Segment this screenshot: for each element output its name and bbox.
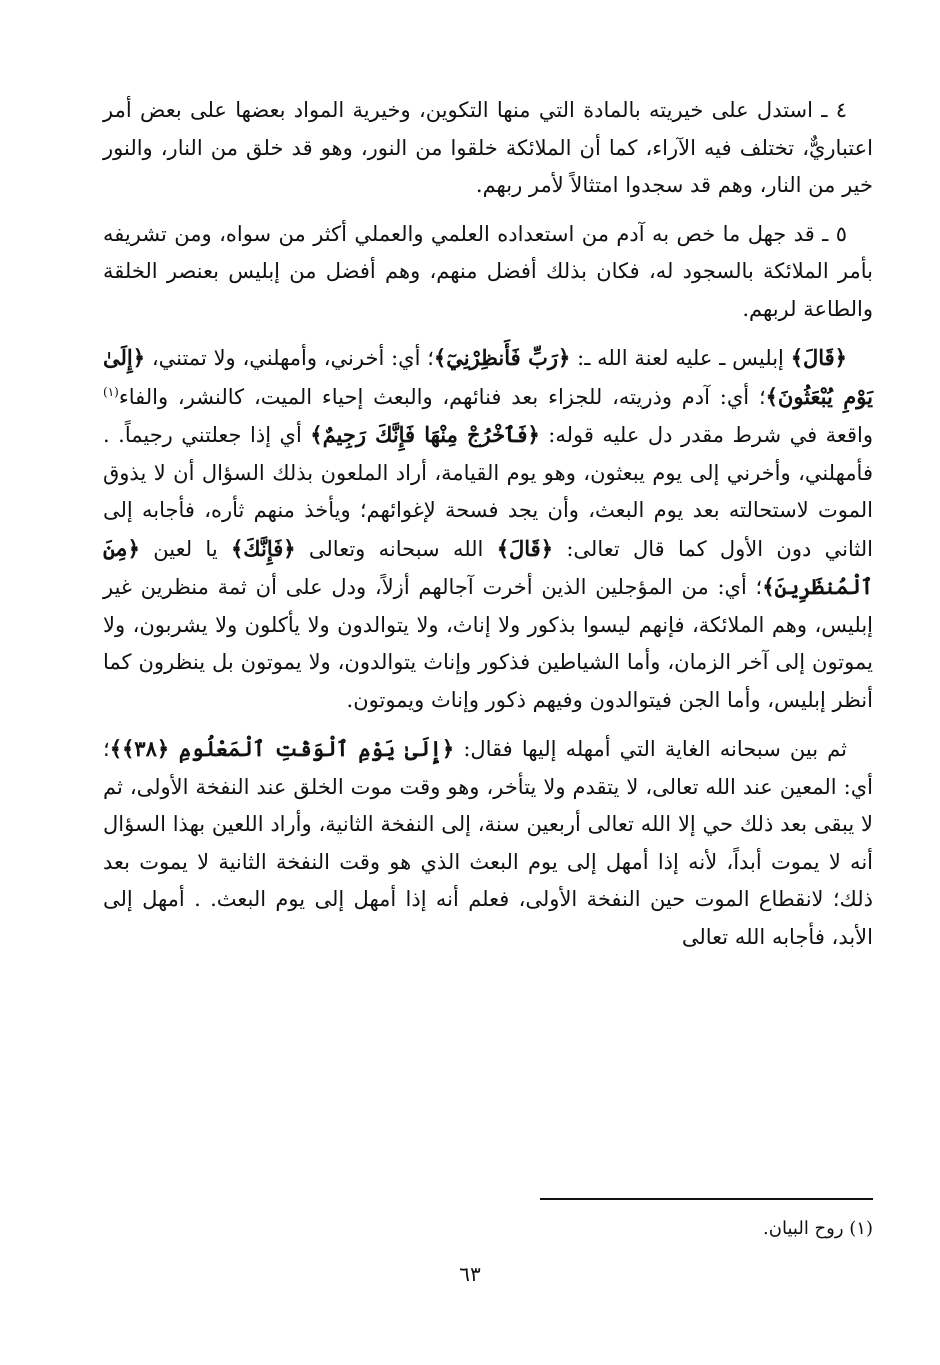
footnote: (١) روح البيان. <box>763 1218 873 1239</box>
paragraph-4: ٤ ـ استدل على خيريته بالمادة التي منها التكوين، وخيرية المواد بعضها على بعض أمر اعتباريٌّ، تختلف فيه الآراء، كما أن الملائكة خلقوا من النور، وهو قد خلق من النار، والنور خير من النار، وهم قد سجدوا امتثالاً لأمر ربهم. <box>103 98 873 197</box>
paragraph-appointed-time <box>103 730 873 956</box>
quran-quote: ﴿إِلَىٰ يَوْمِ يُبْعَثُونَ﴾ <box>103 345 873 409</box>
text-run: يا لعين <box>139 536 231 561</box>
quran-quote: ﴿فَٱخْرُجْ مِنْهَا فَإِنَّكَ رَجِيمٌ﴾ <box>310 422 540 447</box>
text-run: أي إذا جعلتني رجيماً. . فأمهلني، وأخرني إلى يوم يبعثون، وهو يوم القيامة، أراد الملعون بذلك السؤال أن لا يذوق الموت لاستحالته بعد يوم البعث، وأن يجد فسحة لإغوائهم؛ ويأخذ منهم ثأره، فأجابه إلى الثاني دون الأول كما قال تعالى: <box>103 423 873 561</box>
quran-quote: ﴿رَبِّ فَأَنظِرْنِيٓ﴾ <box>433 345 571 370</box>
paragraph-iblis-request <box>103 339 873 719</box>
footnote-marker: (١) <box>103 384 119 399</box>
quran-quote: ﴿قَالَ﴾ <box>496 535 554 561</box>
footnote-divider <box>540 1198 873 1200</box>
quran-quote: ﴿مِنَ ٱلْمُنظَرِينَ﴾ <box>103 535 873 599</box>
text-run: ؛ أي: المعين عند الله تعالى، لا يتقدم ولا يتأخر، وهو وقت موت الخلق عند النفخة الأولى، ثم لا يبقى بعد ذلك حي إلا الله تعالى أربعين سنة، إلى النفخة الثانية، وأراد اللعين بهذا السؤال أنه لا يموت أبداً، لأنه إذا أمهل إلى يوم البعث الذي هو وقت النفخة الثانية لا يموت بعد ذلك؛ لانقطاع الموت حين النفخة الأولى، فعلم أنه إذا أمهل إلى يوم البعث. . أمهل إلى الأبد، فأجابه الله تعالى <box>103 737 873 949</box>
text-run: ثم بين سبحانه الغاية التي أمهله إليها فقال: <box>454 737 847 761</box>
page-number: ٦٣ <box>459 1262 481 1286</box>
quran-quote: ﴿فَإِنَّكَ﴾ <box>230 535 296 561</box>
paragraph-5: ٥ ـ قد جهل ما خص به آدم من استعداده العلمي والعملي أكثر من سواه، ومن تشريفه بأمر الملائكة بالسجود له، فكان بذلك أفضل منهم، وهم أفضل من إبليس بعنصر الخلقة والطاعة لربهم. <box>103 221 873 321</box>
quran-quote: ﴿قَالَ﴾ <box>790 345 847 370</box>
text-run: واقعة في شرط مقدر دل عليه قوله: <box>539 423 873 447</box>
text-run: إبليس ـ عليه لعنة الله ـ: <box>570 346 791 370</box>
main-text <box>103 92 873 967</box>
text-run: ؛ أي: آدم وذريته، للجزاء بعد فنائهم، والبعث إحياء الميت، كالنشر، والفاء <box>118 384 766 409</box>
text-run: الله سبحانه وتعالى <box>295 536 497 561</box>
quran-quote: ﴿إِلَىٰ يَوْمِ ٱلْوَقْتِ ٱلْمَعْلُومِ ﴿٣٨﴾﴾ <box>109 736 455 761</box>
text-run: ؛ أي: من المؤجلين الذين أخرت آجالهم أزلاً، ودل على أن ثمة منظرين غير إبليس، وهم الملائكة، فإنهم ليسوا بذكور ولا إناث، ولا يتوالدون ولا يأكلون ولا يشربون، ولا يموتون إلى آخر الزمان، وأما الشياطين فذكور وإناث يتوالدون، ولا يموتون بل ينظرون كما أنظر إبليس، وأما الجن فيتوالدون وفيهم ذكور وإناث ويموتون. <box>103 575 873 712</box>
text-run: ؛ أي: أخرني، وأمهلني، ولا تمتني، <box>145 346 434 370</box>
